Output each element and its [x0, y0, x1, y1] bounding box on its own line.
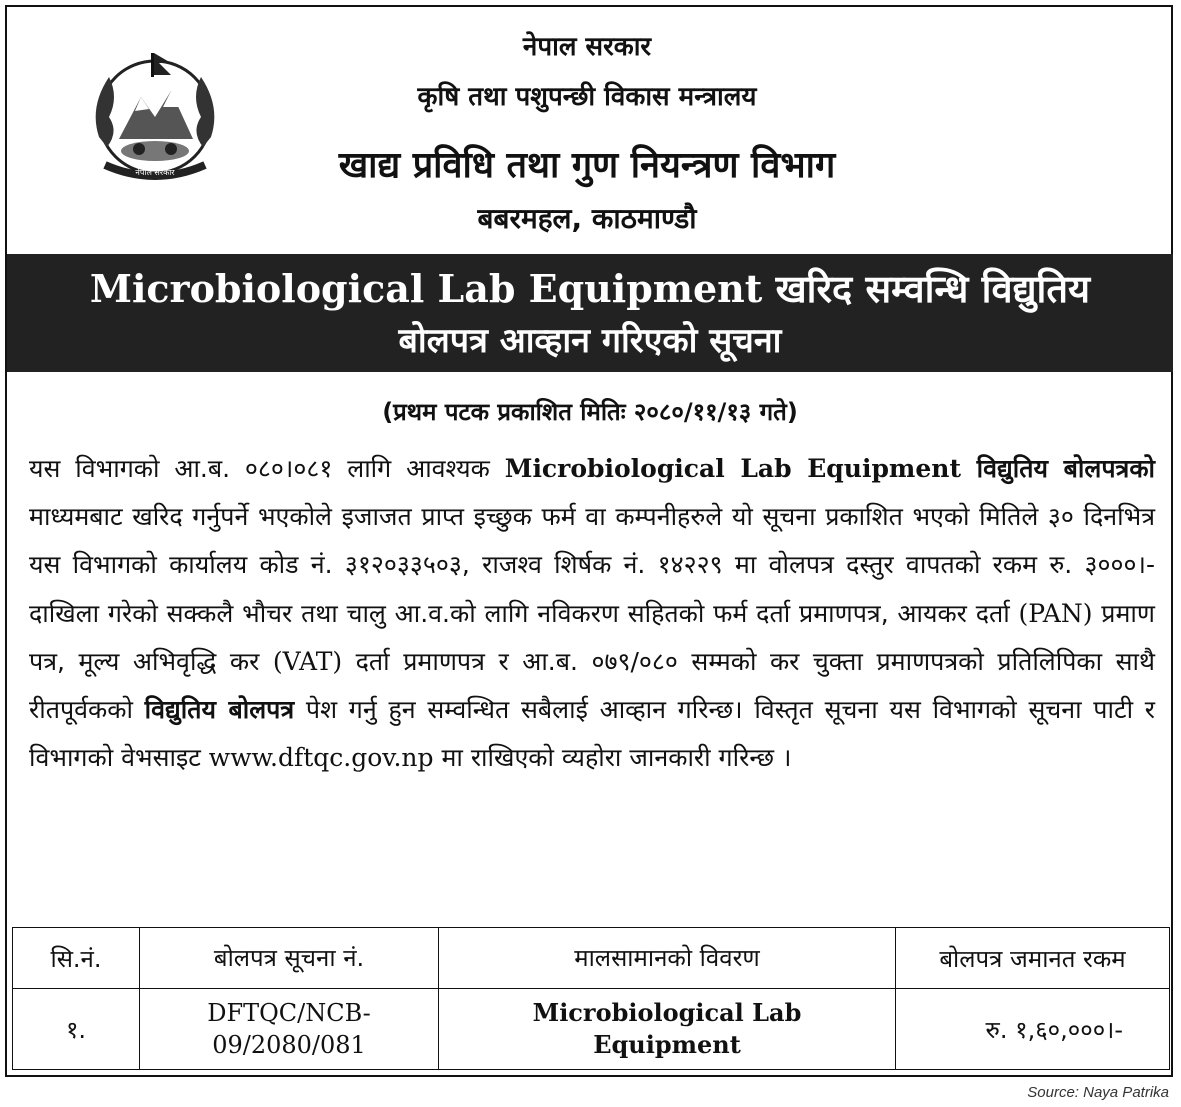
notice-header: [7, 7, 1173, 255]
serial-cell: १.: [13, 989, 140, 1070]
vat-label: (VAT): [272, 646, 343, 676]
table-header-row: [13, 928, 1170, 989]
equipment-name: Microbiological Lab Equipment: [504, 454, 962, 483]
column-header-description: मालसामानको विवरण: [439, 928, 896, 989]
publication-date: (प्रथम पटक प्रकाशित मितिः २०८०/११/१३ गते): [382, 398, 798, 426]
notice-no-line2: 09/2080/081: [212, 1031, 366, 1059]
office-address: बबरमहल, काठमाण्डौ: [477, 202, 697, 235]
body-text-part: माध्यमबाट खरिद गर्नुपर्ने भएकोले इजाजत प्राप्त इच्छुक फर्म वा कम्पनीहरुले यो सूचना प्रकाशित भएको मितिले ३० दिनभित्र यस विभागको कार्यालय कोड नं. ३१२०३३५०३, राजश्व शिर्षक नं. १४२२९ मा वोलपत्र दस्तुर वापतको रकम रु. ३०००।- दाखिला गरेको सक्कलै भौचर तथा चालु आ.व.को लागि नविकरण सहितको फर्म दर्ता प्रमाणपत्र, आयकर दर्ता: [29, 502, 1155, 628]
description-cell: [439, 989, 896, 1070]
tender-table: [12, 927, 1170, 1070]
source-credit: Source: Naya Patrika: [1027, 1084, 1169, 1101]
body-text-part: दर्ता प्रमाणपत्र र आ.ब. ०७९/०८० सम्मको कर चुक्ता प्रमाणपत्रको प्रतिलिपिका साथै रीतपूर्वकको: [29, 646, 1155, 725]
column-header-amount: बोलपत्र जमानत रकम: [896, 928, 1170, 989]
government-name: नेपाल सरकार: [522, 32, 652, 62]
column-header-serial: सि.नं.: [13, 928, 140, 989]
amount-cell: रु. १,६०,०००।-: [896, 989, 1170, 1070]
body-text-part: यस विभागको आ.ब. ०८०।०८१ लागि आवश्यक: [29, 454, 505, 483]
body-text-part: पेश गर्नु हुन सम्वन्धित सबैलाई आव्हान गरिन्छ। विस्तृत सूचना यस विभागको सूचना पाटी र विभागको वेभसाइट: [29, 695, 1155, 773]
table-row: [13, 989, 1170, 1070]
body-bold-part: विद्युतिय बोलपत्र: [144, 695, 295, 725]
body-text-part: प्रमाण पत्र, मूल्य अभिवृद्धि कर: [29, 598, 1155, 676]
notice-body: [29, 445, 1155, 782]
svg-text:नेपाल सरकार: नेपाल सरकार: [135, 168, 175, 177]
nepal-emblem-icon: [79, 47, 231, 187]
ministry-name: कृषि तथा पशुपन्छी विकास मन्त्रालय: [417, 82, 757, 112]
department-name: खाद्य प्रविधि तथा गुण नियन्त्रण विभाग: [338, 145, 836, 186]
notice-title-line2: बोलपत्र आव्हान गरिएको सूचना: [398, 321, 782, 361]
column-header-notice-no: बोलपत्र सूचना नं.: [140, 928, 439, 989]
body-text-part: मा राखिएको व्यहोरा जानकारी गरिन्छ ।: [433, 743, 792, 773]
description-line2: Equipment: [593, 1030, 741, 1059]
notice-title-band: [7, 254, 1173, 372]
description-line1: Microbiological Lab: [532, 998, 802, 1027]
body-bold-part: विद्युतिय बोलपत्रको: [961, 454, 1155, 483]
notice-no-cell: [140, 989, 439, 1070]
website-link[interactable]: www.dftqc.gov.np: [208, 743, 434, 773]
pan-label: (PAN): [1018, 598, 1093, 628]
notice-no-line1: DFTQC/NCB-: [207, 999, 371, 1027]
notice-title-line1: Microbiological Lab Equipment खरिद सम्वन्धि विद्युतिय: [89, 266, 1091, 311]
notice-frame: [5, 5, 1173, 1077]
